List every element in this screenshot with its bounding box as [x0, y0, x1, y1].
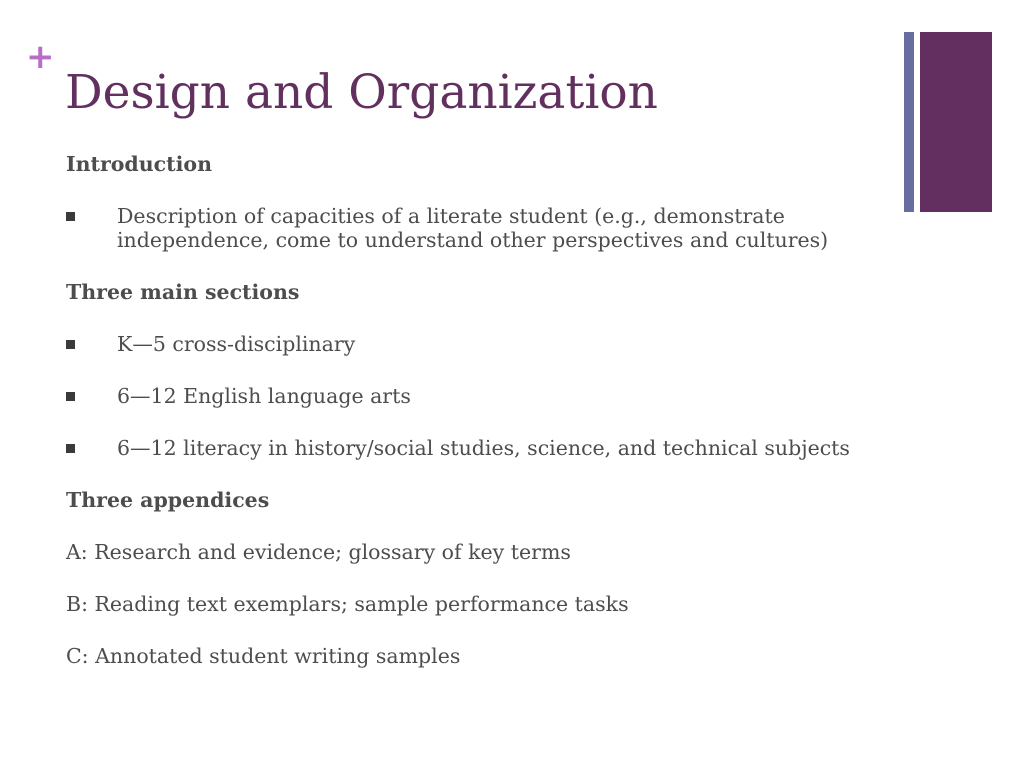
list-item	[66, 332, 926, 356]
sections-heading: Three main sections	[66, 280, 300, 304]
appendix-item: C: Annotated student writing samples	[66, 644, 461, 668]
list-item-text: 6—12 literacy in history/social studies, science, and technical subjects	[117, 436, 850, 460]
bullet-icon	[66, 392, 75, 401]
appendix-item: B: Reading text exemplars; sample performance tasks	[66, 592, 629, 616]
bullet-icon	[66, 444, 75, 453]
bullet-icon	[66, 340, 75, 349]
slide-title: Design and Organization	[65, 65, 658, 120]
list-item	[66, 384, 926, 408]
list-item	[66, 204, 926, 252]
list-item-text: 6—12 English language arts	[117, 384, 411, 408]
list-item-text: Description of capacities of a literate student (e.g., demonstrate independence, come to understand other perspectives and cultures)	[117, 204, 829, 252]
introduction-heading: Introduction	[66, 152, 212, 176]
slide-body	[66, 152, 926, 668]
list-item	[66, 436, 926, 460]
appendix-item: A: Research and evidence; glossary of key terms	[66, 540, 571, 564]
bullet-icon	[66, 212, 75, 221]
plus-icon: +	[26, 37, 55, 77]
list-item-text: K—5 cross-disciplinary	[117, 332, 356, 356]
appendices-heading: Three appendices	[66, 488, 270, 512]
accent-bar-thick	[920, 32, 992, 212]
